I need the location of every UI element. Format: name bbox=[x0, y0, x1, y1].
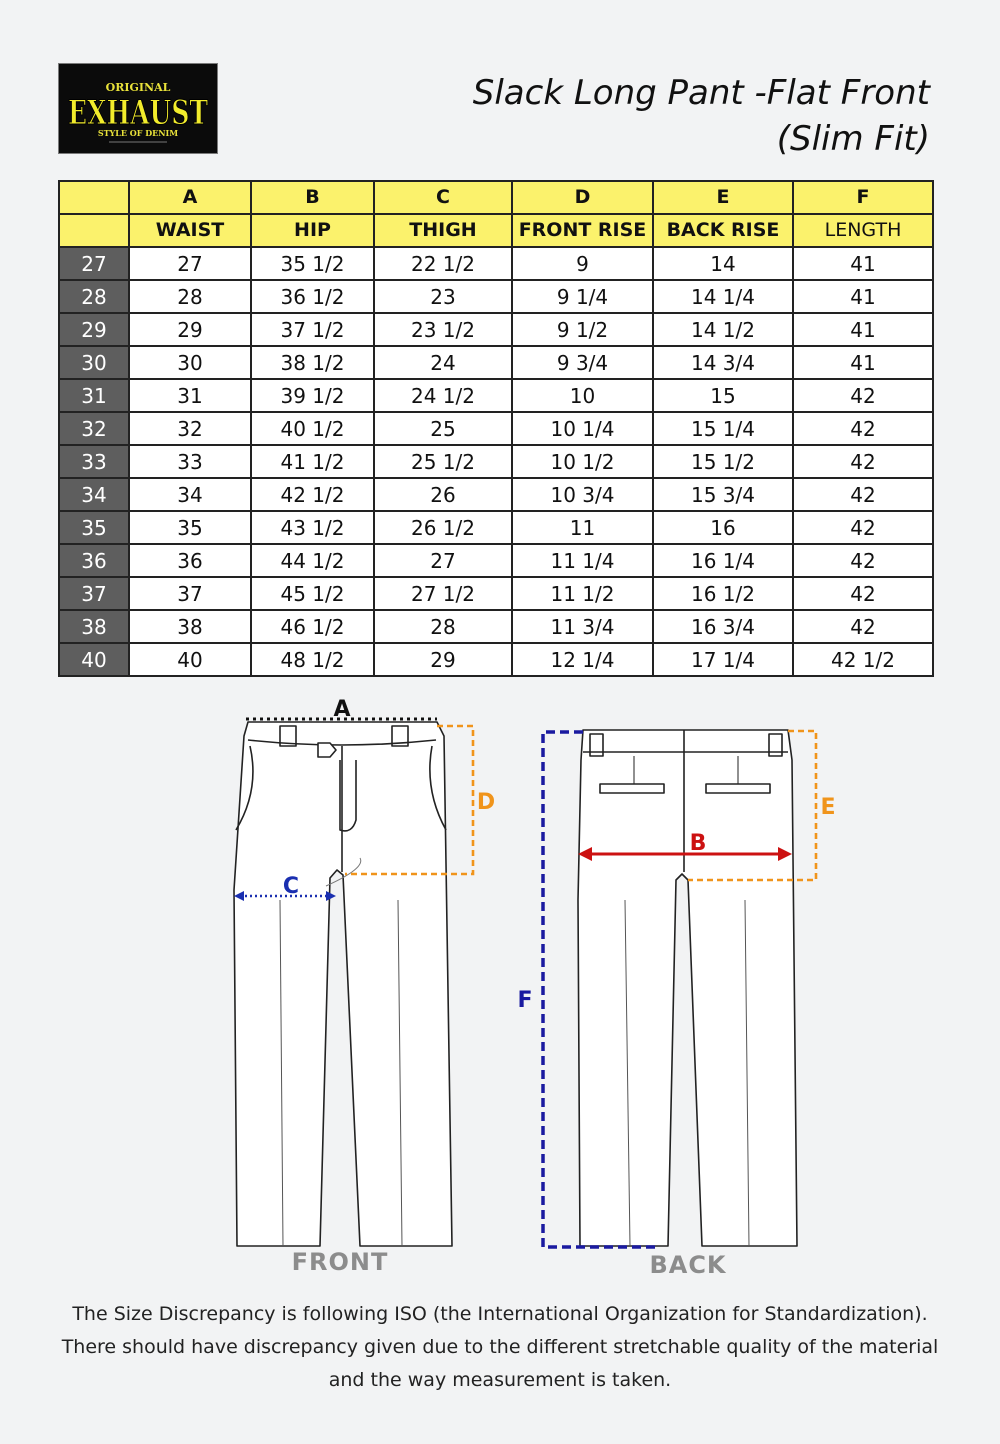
measurement-cell: 42 bbox=[793, 412, 933, 445]
size-label-cell: 30 bbox=[59, 346, 129, 379]
column-header: FRONT RISE bbox=[512, 214, 653, 247]
measurement-cell: 16 1/2 bbox=[653, 577, 793, 610]
measurement-cell: 14 bbox=[653, 247, 793, 280]
note-line-2: There should have discrepancy given due to the different stretchable quality of the material bbox=[61, 1336, 939, 1358]
measurement-cell: 30 bbox=[129, 346, 251, 379]
measurement-cell: 28 bbox=[129, 280, 251, 313]
table-letter-header-row bbox=[59, 181, 933, 214]
measurement-cell: 14 1/2 bbox=[653, 313, 793, 346]
size-label-cell: 38 bbox=[59, 610, 129, 643]
table-row bbox=[59, 346, 933, 379]
measurement-cell: 42 1/2 bbox=[793, 643, 933, 676]
measurement-cell: 11 3/4 bbox=[512, 610, 653, 643]
measurement-cell: 44 1/2 bbox=[251, 544, 374, 577]
note-line-3: and the way measurement is taken. bbox=[328, 1369, 672, 1391]
note-line-1: The Size Discrepancy is following ISO (the International Organization for Standardization). bbox=[72, 1303, 928, 1325]
measurement-cell: 25 bbox=[374, 412, 512, 445]
table-row bbox=[59, 445, 933, 478]
front-view-label: FRONT bbox=[291, 1248, 389, 1276]
measurement-cell: 27 1/2 bbox=[374, 577, 512, 610]
measurement-cell: 48 1/2 bbox=[251, 643, 374, 676]
measurement-cell: 15 1/4 bbox=[653, 412, 793, 445]
table-column-header-row bbox=[59, 214, 933, 247]
measurement-cell: 11 1/2 bbox=[512, 577, 653, 610]
measurement-cell: 38 bbox=[129, 610, 251, 643]
logo-top-text: ORIGINAL bbox=[105, 81, 171, 94]
measurement-cell: 10 bbox=[512, 379, 653, 412]
measurement-cell: 11 1/4 bbox=[512, 544, 653, 577]
title-line-1: Slack Long Pant -Flat Front bbox=[472, 73, 930, 113]
label-d: D bbox=[476, 790, 496, 815]
measurement-cell: 39 1/2 bbox=[251, 379, 374, 412]
size-label-cell: 31 bbox=[59, 379, 129, 412]
size-label-cell: 33 bbox=[59, 445, 129, 478]
logo-tagline-text: STYLE OF DENIM bbox=[97, 128, 179, 138]
measurement-cell: 27 bbox=[374, 544, 512, 577]
measurement-cell: 23 1/2 bbox=[374, 313, 512, 346]
back-view-label: BACK bbox=[649, 1251, 727, 1279]
measurement-cell: 15 3/4 bbox=[653, 478, 793, 511]
label-a: A bbox=[333, 697, 351, 722]
measurement-cell: 42 1/2 bbox=[251, 478, 374, 511]
measurement-cell: 42 bbox=[793, 511, 933, 544]
measurement-cell: 41 bbox=[793, 313, 933, 346]
column-letter: D bbox=[512, 181, 653, 214]
measurement-cell: 28 bbox=[374, 610, 512, 643]
measurement-cell: 10 1/2 bbox=[512, 445, 653, 478]
column-letter: B bbox=[251, 181, 374, 214]
measurement-cell: 22 1/2 bbox=[374, 247, 512, 280]
measurement-cell: 27 bbox=[129, 247, 251, 280]
label-b: B bbox=[689, 831, 707, 856]
measurement-cell: 17 1/4 bbox=[653, 643, 793, 676]
measurement-cell: 26 1/2 bbox=[374, 511, 512, 544]
measurement-cell: 42 bbox=[793, 478, 933, 511]
measurement-cell: 42 bbox=[793, 445, 933, 478]
measurement-cell: 15 bbox=[653, 379, 793, 412]
measurement-cell: 37 bbox=[129, 577, 251, 610]
measurement-cell: 40 1/2 bbox=[251, 412, 374, 445]
measurement-cell: 14 1/4 bbox=[653, 280, 793, 313]
measurement-cell: 31 bbox=[129, 379, 251, 412]
measurement-cell: 35 1/2 bbox=[251, 247, 374, 280]
table-row bbox=[59, 478, 933, 511]
pant-diagram bbox=[0, 690, 1000, 1290]
measurement-cell: 33 bbox=[129, 445, 251, 478]
measurement-cell: 10 1/4 bbox=[512, 412, 653, 445]
column-header: THIGH bbox=[374, 214, 512, 247]
measurement-cell: 24 bbox=[374, 346, 512, 379]
size-label-cell: 40 bbox=[59, 643, 129, 676]
size-label-cell: 37 bbox=[59, 577, 129, 610]
label-f: F bbox=[517, 988, 533, 1013]
measurement-cell: 38 1/2 bbox=[251, 346, 374, 379]
table-row bbox=[59, 280, 933, 313]
measurement-cell: 15 1/2 bbox=[653, 445, 793, 478]
measurement-cell: 16 3/4 bbox=[653, 610, 793, 643]
measurement-cell: 9 3/4 bbox=[512, 346, 653, 379]
measurement-cell: 42 bbox=[793, 577, 933, 610]
measurement-cell: 9 bbox=[512, 247, 653, 280]
table-row bbox=[59, 643, 933, 676]
measurement-cell: 12 1/4 bbox=[512, 643, 653, 676]
size-label-cell: 35 bbox=[59, 511, 129, 544]
measurement-cell: 9 1/2 bbox=[512, 313, 653, 346]
table-row bbox=[59, 379, 933, 412]
measurement-cell: 36 bbox=[129, 544, 251, 577]
page-title bbox=[473, 70, 930, 162]
measurement-cell: 16 1/4 bbox=[653, 544, 793, 577]
front-pant-drawing bbox=[234, 722, 452, 1246]
logo-brand-text: EXHAUST bbox=[68, 93, 208, 133]
table-row bbox=[59, 412, 933, 445]
size-discrepancy-note bbox=[40, 1298, 960, 1397]
label-c: C bbox=[282, 874, 300, 899]
size-table bbox=[58, 180, 934, 677]
column-letter: A bbox=[129, 181, 251, 214]
measurement-cell: 29 bbox=[129, 313, 251, 346]
column-letter: E bbox=[653, 181, 793, 214]
table-row bbox=[59, 610, 933, 643]
measurement-cell: 36 1/2 bbox=[251, 280, 374, 313]
column-header: LENGTH bbox=[793, 214, 933, 247]
measurement-cell: 25 1/2 bbox=[374, 445, 512, 478]
size-label-cell: 32 bbox=[59, 412, 129, 445]
column-letter: C bbox=[374, 181, 512, 214]
table-row bbox=[59, 544, 933, 577]
size-label-cell: 36 bbox=[59, 544, 129, 577]
brand-logo bbox=[58, 63, 218, 154]
measurement-cell: 41 1/2 bbox=[251, 445, 374, 478]
column-header: HIP bbox=[251, 214, 374, 247]
measurement-cell: 46 1/2 bbox=[251, 610, 374, 643]
measurement-cell: 14 3/4 bbox=[653, 346, 793, 379]
size-label-cell: 27 bbox=[59, 247, 129, 280]
measurement-cell: 29 bbox=[374, 643, 512, 676]
measurement-cell: 9 1/4 bbox=[512, 280, 653, 313]
measurement-cell: 10 3/4 bbox=[512, 478, 653, 511]
title-line-2: (Slim Fit) bbox=[776, 119, 930, 159]
measurement-cell: 32 bbox=[129, 412, 251, 445]
measurement-cell: 26 bbox=[374, 478, 512, 511]
measurement-cell: 42 bbox=[793, 379, 933, 412]
measurement-cell: 34 bbox=[129, 478, 251, 511]
measurement-cell: 37 1/2 bbox=[251, 313, 374, 346]
table-corner-cell bbox=[59, 214, 129, 247]
table-row bbox=[59, 511, 933, 544]
measurement-cell: 40 bbox=[129, 643, 251, 676]
back-pant-drawing bbox=[578, 730, 797, 1246]
measurement-cell: 35 bbox=[129, 511, 251, 544]
table-row bbox=[59, 247, 933, 280]
measurement-cell: 16 bbox=[653, 511, 793, 544]
column-letter: F bbox=[793, 181, 933, 214]
measurement-cell: 42 bbox=[793, 610, 933, 643]
table-row bbox=[59, 577, 933, 610]
measurement-cell: 23 bbox=[374, 280, 512, 313]
label-e: E bbox=[820, 795, 836, 820]
column-header: WAIST bbox=[129, 214, 251, 247]
measurement-cell: 24 1/2 bbox=[374, 379, 512, 412]
measurement-cell: 41 bbox=[793, 280, 933, 313]
measurement-cell: 45 1/2 bbox=[251, 577, 374, 610]
size-label-cell: 34 bbox=[59, 478, 129, 511]
table-row bbox=[59, 313, 933, 346]
table-corner-cell bbox=[59, 181, 129, 214]
column-header: BACK RISE bbox=[653, 214, 793, 247]
measurement-cell: 43 1/2 bbox=[251, 511, 374, 544]
size-label-cell: 28 bbox=[59, 280, 129, 313]
size-label-cell: 29 bbox=[59, 313, 129, 346]
measurement-cell: 41 bbox=[793, 346, 933, 379]
measurement-cell: 41 bbox=[793, 247, 933, 280]
measurement-cell: 11 bbox=[512, 511, 653, 544]
measurement-cell: 42 bbox=[793, 544, 933, 577]
